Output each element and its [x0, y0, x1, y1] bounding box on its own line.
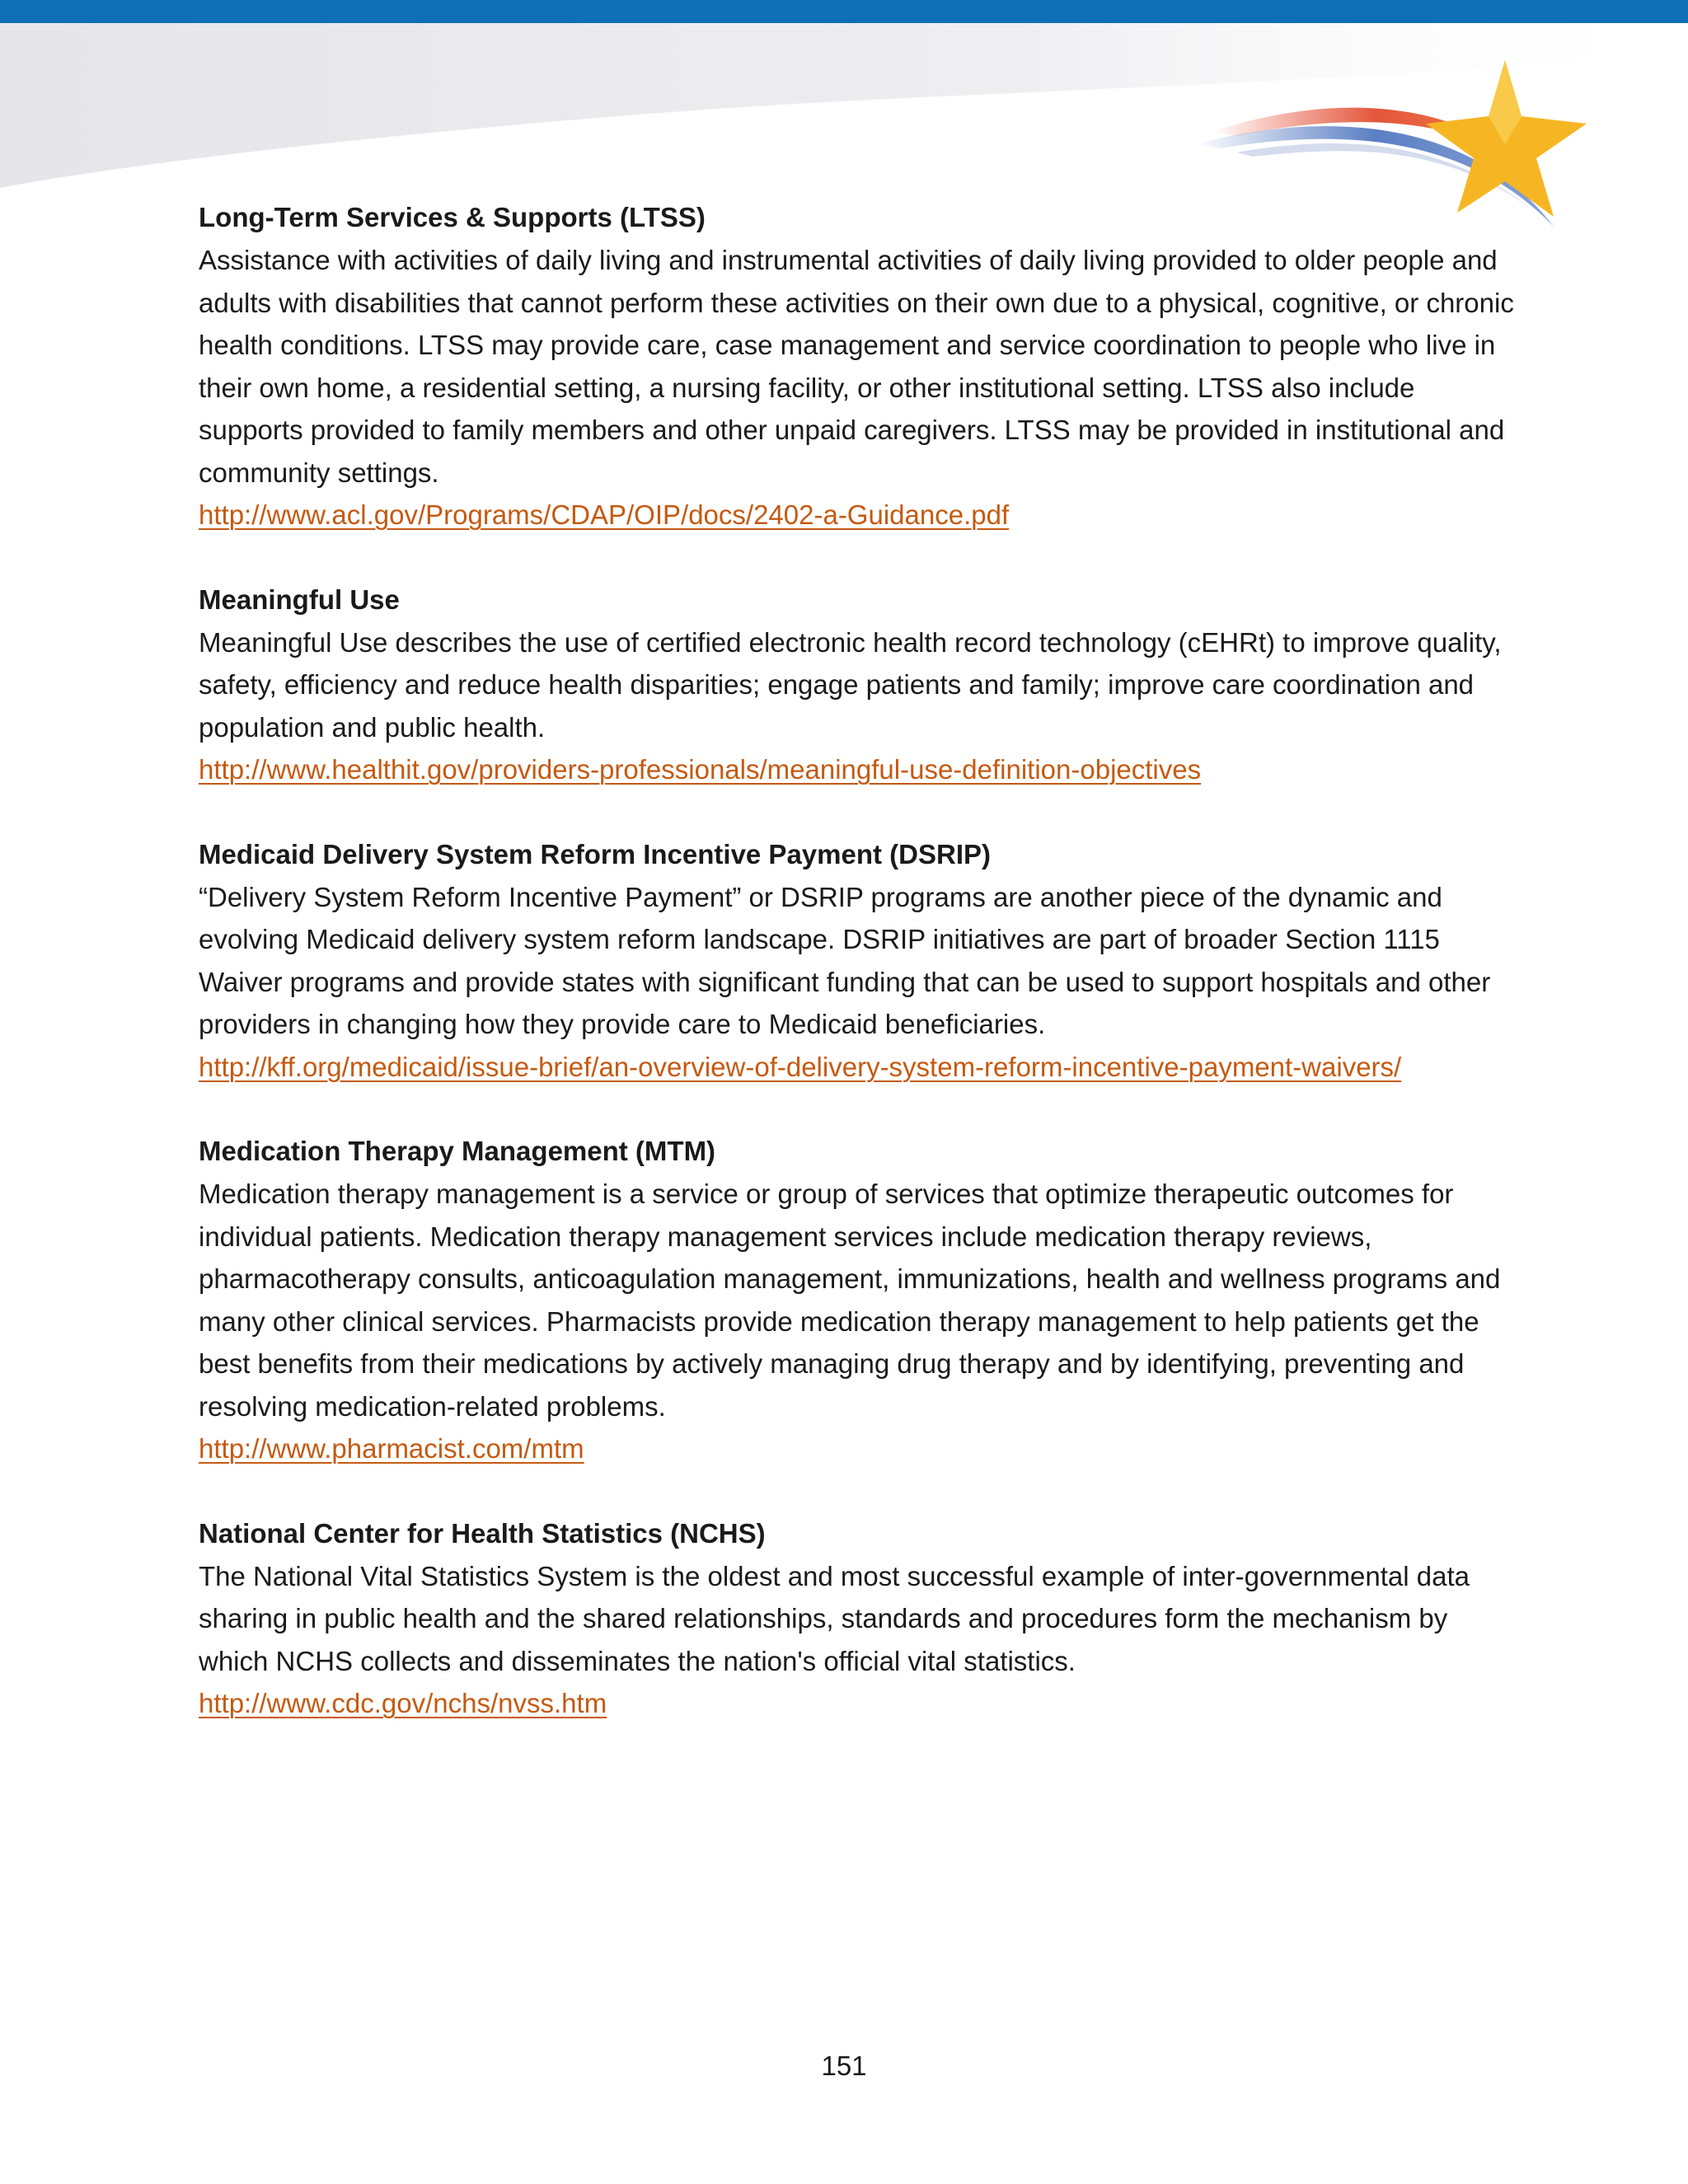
entry-title: Meaningful Use [199, 583, 400, 615]
entry-body: “Delivery System Reform Incentive Payment” or DSRIP programs are another piece of the dynamic and evolving Medicaid delivery system reform landscape. DSRIP initiatives are part of broader Section 1115 Waiver programs and provide states with significant funding that can be used to support hospitals and other providers in changing how they provide care to Medicaid beneficiaries. [199, 881, 1491, 1039]
entry-nchs [199, 1512, 1517, 1725]
entry-body: Assistance with activities of daily living and instrumental activities of daily living provided to older people and adults with disabilities that cannot perform these activities on their own due to a physical, cognitive, or chronic health conditions. LTSS may provide care, case management and service coordination to people who live in their own home, a residential setting, a nursing facility, or other institutional setting. LTSS also include supports provided to family members and other unpaid caregivers. LTSS may be provided in institutional and community settings. [199, 245, 1514, 488]
top-bar [0, 0, 1688, 23]
entry-body: The National Vital Statistics System is the oldest and most successful example of inter-governmental data sharing in public health and the shared relationships, standards and procedures form the mechanism by which NCHS collects and disseminates the nation's official vital statistics. [199, 1560, 1470, 1676]
entry-link[interactable]: http://www.healthit.gov/providers-professionals/meaningful-use-definition-objectives [199, 754, 1202, 785]
entry-link[interactable]: http://www.pharmacist.com/mtm [199, 1433, 584, 1464]
entry-link[interactable]: http://www.acl.gov/Programs/CDAP/OIP/docs/2402-a-Guidance.pdf [199, 499, 1010, 530]
entry-dsrip [199, 833, 1517, 1089]
entry-ltss [199, 196, 1517, 537]
entry-title: Medication Therapy Management (MTM) [199, 1136, 716, 1166]
entry-mtm [199, 1130, 1517, 1470]
page-number: 151 [821, 2050, 867, 2081]
entry-body: Meaningful Use describes the use of certified electronic health record technology (cEHRt) to improve quality, safety, efficiency and reduce health disparities; engage patients and family; improve care coordination and population and public health. [199, 626, 1502, 743]
entry-body: Medication therapy management is a service or group of services that optimize therapeutic outcomes for individual patients. Medication therapy management services include medication therapy reviews, pharmacotherapy consults, anticoagulation management, immunizations, health and wellness programs and many other clinical services. Pharmacists provide medication therapy management to help patients get the best benefits from their medications by actively managing drug therapy and by identifying, preventing and resolving medication-related problems. [199, 1179, 1501, 1422]
entry-title: National Center for Health Statistics (NCHS) [199, 1517, 766, 1549]
entry-meaningful-use [199, 579, 1517, 791]
entry-title: Long-Term Services & Supports (LTSS) [199, 202, 706, 232]
document-content [199, 196, 1517, 1767]
gray-swoosh [0, 23, 1688, 188]
entry-link[interactable]: http://www.cdc.gov/nchs/nvss.htm [199, 1688, 607, 1718]
entry-title: Medicaid Delivery System Reform Incentive Payment (DSRIP) [199, 838, 991, 869]
entry-link[interactable]: http://kff.org/medicaid/issue-brief/an-overview-of-delivery-system-reform-incentive-payment-waivers/ [199, 1051, 1402, 1082]
